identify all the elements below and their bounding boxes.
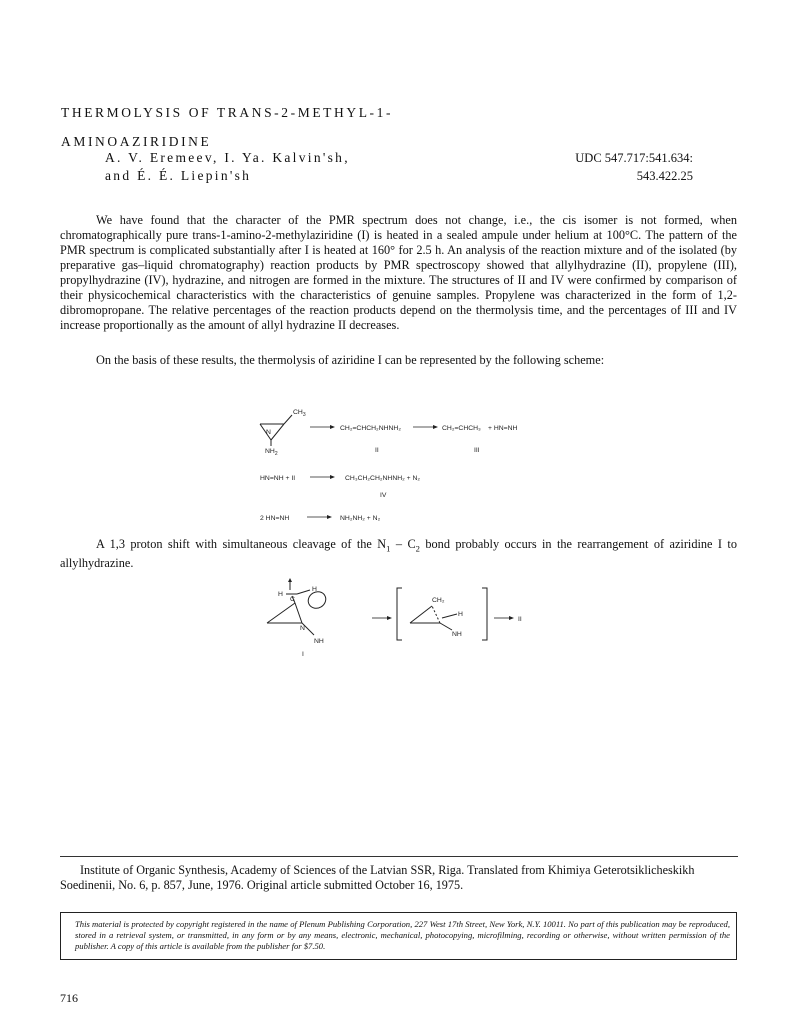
paragraph-3-text-c: bond probably occurs in the rearrangement of aziridine I to allylhydrazine. bbox=[60, 537, 737, 571]
title-line-1: THERMOLYSIS OF TRANS-2-METHYL-1- bbox=[61, 105, 394, 120]
bracket-right bbox=[482, 588, 487, 640]
label-IV: IV bbox=[380, 492, 387, 499]
propylene-formula: CH₂=CHCH₃ bbox=[442, 425, 481, 432]
subscript-1: 1 bbox=[386, 543, 391, 554]
copyright-text: This material is protected by copyright registered in the name of Plenum Publishing Corporation, 227 West 17th Street, New York, N.Y. 10011. No part of this publication may be reproduced, stored in a retrieval system, or transmitted, in any form or by any means, electronic, mechanical, photocopying, microfilming, recording or otherwise, without written permission of the publisher. A copy of this article is available from the publisher for $7.50. bbox=[75, 919, 730, 951]
arrow-1-head bbox=[330, 425, 335, 429]
affiliation-footnote: Institute of Organic Synthesis, Academy of Sciences of the Latvian SSR, Riga. Translated from Khimiya Geterotsiklicheskikh Soedinenii, No. 6, p. 857, June, 1976. Original article submitted October 16, 1975. bbox=[60, 863, 695, 892]
ring-left bbox=[267, 603, 295, 623]
int-amino-bond bbox=[440, 623, 452, 630]
hydrazine-formula: NH₂NH₂ + N₂ bbox=[340, 515, 381, 522]
scheme-line2-left: HN=NH + II bbox=[260, 475, 296, 482]
udc-line-1: UDC 547.717:541.634: bbox=[575, 151, 693, 165]
title-line-2: AMINOAZIRIDINE bbox=[61, 134, 212, 149]
paragraph-3 bbox=[60, 537, 737, 571]
h-plus-label: H bbox=[458, 611, 463, 618]
c-label: C bbox=[290, 596, 295, 603]
mech-label-II: II bbox=[518, 616, 522, 623]
proton-shift-curve bbox=[305, 589, 329, 612]
page-number: 716 bbox=[60, 991, 78, 1005]
copyright-box bbox=[60, 912, 737, 960]
arrow-3-head bbox=[330, 475, 335, 479]
propylhydrazine-formula: CH₃CH₂CH₂NHNH₂ + N₂ bbox=[345, 475, 421, 482]
ring-nitrogen-label: N bbox=[266, 429, 271, 436]
int-nh2-label: NH bbox=[452, 631, 462, 638]
reaction-scheme bbox=[250, 402, 570, 527]
aziridine-structure bbox=[260, 415, 292, 446]
subscript-2: 2 bbox=[415, 543, 420, 554]
mech-arrow-1-head bbox=[387, 616, 392, 620]
paragraph-2: On the basis of these results, the thermolysis of aziridine I can be represented by the following scheme: bbox=[96, 353, 605, 367]
nh2-label: NH bbox=[314, 638, 324, 645]
mech-arrow-2-head bbox=[509, 616, 514, 620]
n-label: N bbox=[300, 625, 305, 632]
int-h-bond bbox=[442, 614, 457, 618]
label-I: I bbox=[302, 651, 304, 658]
h-right-label: H bbox=[312, 586, 317, 593]
allylhydrazine-formula: CH₂=CHCH₂NHNH₂ bbox=[340, 425, 401, 432]
authors-line-2: and É. É. Liepin'sh bbox=[105, 168, 252, 183]
intermediate-structure bbox=[397, 588, 487, 640]
label-III: III bbox=[474, 447, 480, 454]
h-left-label: H bbox=[278, 591, 283, 598]
authors bbox=[105, 149, 350, 185]
paragraph-3-text-a: A 1,3 proton shift with simultaneous cleavage of the N bbox=[96, 537, 387, 551]
methyl-label: $CH_3$ bbox=[293, 409, 306, 418]
methyl-bond bbox=[284, 415, 292, 424]
paragraph-3-text-b: – C bbox=[390, 537, 416, 551]
authors-line-1: A. V. Eremeev, I. Ya. Kalvin'sh, bbox=[105, 150, 350, 165]
udc-code bbox=[575, 149, 693, 185]
arrow-2-head bbox=[433, 425, 438, 429]
footnote-rule bbox=[60, 856, 738, 857]
bracket-left bbox=[397, 588, 402, 640]
int-ring-right bbox=[432, 606, 440, 623]
mechanism-scheme bbox=[262, 578, 542, 660]
diimide-formula: + HN=NH bbox=[488, 425, 518, 432]
amino-label: $NH_2$ bbox=[265, 448, 278, 457]
scheme-line3-left: 2 HN=NH bbox=[260, 515, 290, 522]
paragraph-1: We have found that the character of the PMR spectrum does not change, i.e., the cis isomer is not formed, when chromatographically pure trans-1-amino-2-methylaziridine (I) is heated in a sealed ampule under helium at 100°C. The pattern of the PMR spectrum is complicated substantially after I is heated at 160° for 2.5 h. An analysis of the reaction mixture and of the isolated (by preparative gas–liquid chromatography) reaction products by PMR spectroscopy showed that allylhydrazine (II), propylene (III), propylhydrazine (IV), hydrazine, and nitrogen are formed in the mixture. The structures of II and IV were confirmed by comparison of their physicochemical characteristics with the characteristics of genuine samples. Propylene was characterized in the form of 1,2-dibromopropane. The relative percentages of the reaction products depend on the thermolysis time, and the percentages of III and IV increase proportionally as the amount of allyl hydrazine II decreases. bbox=[60, 213, 737, 332]
label-II: II bbox=[375, 447, 379, 454]
ch2-label: CH₂ bbox=[432, 597, 445, 604]
arrow-4-head bbox=[327, 515, 332, 519]
int-ring-left bbox=[410, 606, 432, 623]
up-arrow-head bbox=[288, 578, 292, 582]
udc-line-2: 543.422.25 bbox=[636, 169, 693, 183]
ch-bond bbox=[297, 590, 310, 594]
article-title bbox=[61, 98, 393, 156]
transition-structure bbox=[267, 580, 329, 635]
ring-bond-right bbox=[271, 424, 284, 440]
ring-right bbox=[295, 603, 302, 623]
